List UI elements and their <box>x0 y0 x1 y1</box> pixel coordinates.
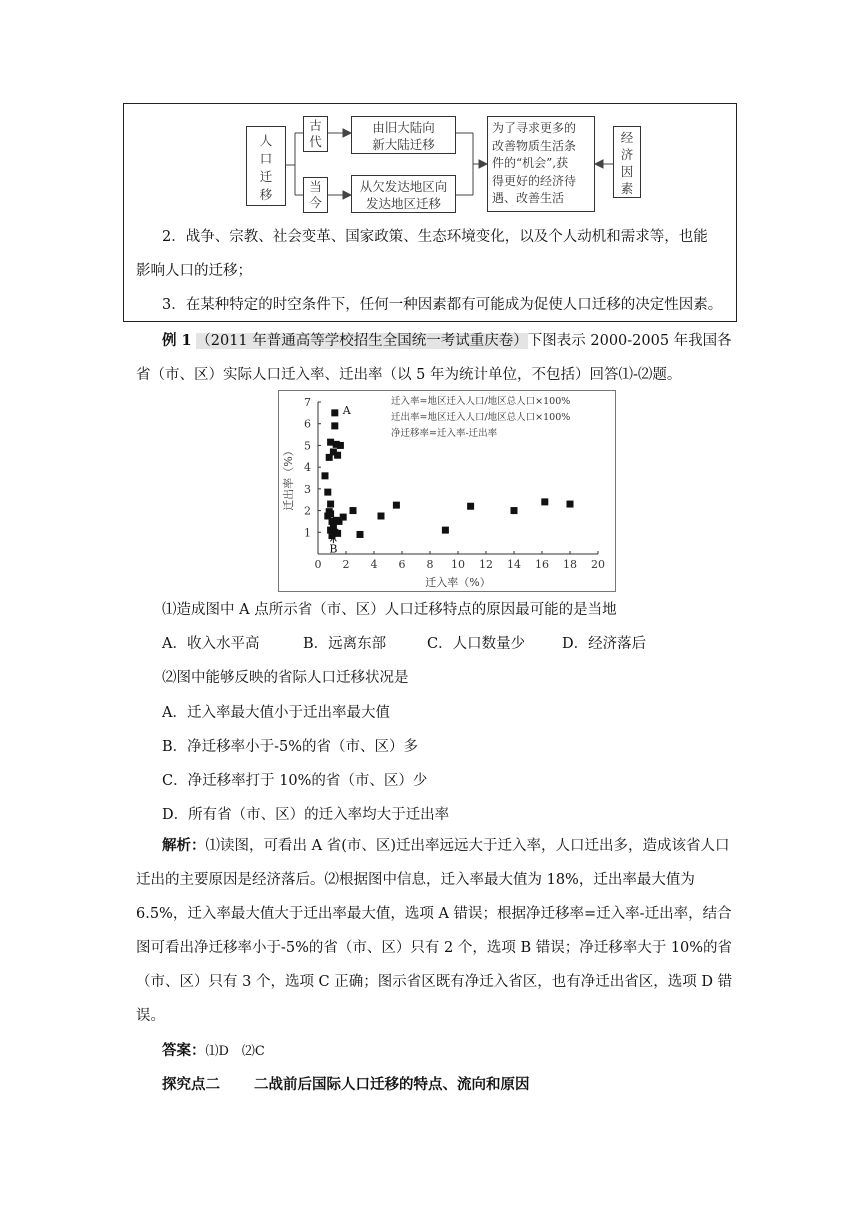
analysis-paragraph <box>136 829 736 1033</box>
data-point <box>350 507 357 514</box>
data-point <box>337 442 344 449</box>
data-point <box>567 501 574 508</box>
modern-flow-node <box>351 175 456 213</box>
q1-option-b[interactable]: B．远离东部 <box>303 636 387 652</box>
y-tick-label: 3 <box>304 482 311 496</box>
y-axis-label: 迁出率（%） <box>282 445 295 511</box>
data-point <box>442 527 449 534</box>
example-label: 例 1 <box>162 332 192 349</box>
section-label: 探究点二 <box>162 1076 220 1093</box>
data-point <box>324 489 331 496</box>
data-point <box>334 452 341 459</box>
modern-node: 当今 <box>303 177 328 213</box>
y-tick-label: 1 <box>304 526 311 540</box>
example-intro <box>162 331 732 351</box>
q1-option-d[interactable]: D．经济落后 <box>562 636 647 652</box>
x-tick-label: 4 <box>370 558 378 571</box>
q1-option-c[interactable]: C．人口数量少 <box>427 636 526 652</box>
ancient-flow-node <box>351 116 456 154</box>
data-point <box>393 502 400 509</box>
migration-scatter-chart <box>278 390 616 592</box>
data-point <box>326 454 333 461</box>
formula-text: 迁出率=地区迁入人口/地区总人口×100% <box>391 412 571 423</box>
ancient-flow-line2: 新大陆迁移 <box>372 137 435 152</box>
point-b-label: B <box>329 542 338 556</box>
data-point <box>331 409 338 416</box>
x-tick-label: 12 <box>479 558 493 571</box>
example-text-2: 省（市、区）实际人口迁入率、迁出率（以 5 年为统计单位，不包括）回答⑴-⑵题。 <box>136 367 682 383</box>
reason-line3: 件的“机会”,获 <box>492 156 569 170</box>
data-point <box>378 513 385 520</box>
data-point <box>331 422 338 429</box>
population-migration-node: 人口迁移 <box>246 126 286 206</box>
point-a-label: A <box>342 403 351 417</box>
data-point <box>467 503 474 510</box>
q1-option-a[interactable]: A．收入水平高 <box>162 636 260 652</box>
box-point-2: 2．战争、宗教、社会变革、国家政策、生态环境变化，以及个人动机和需求等，也能 <box>162 229 708 245</box>
q2-option-c[interactable]: C．净迁移率打于 10%的省（市、区）少 <box>162 773 428 789</box>
x-tick-label: 8 <box>426 558 434 571</box>
box-point-2-cont: 影响人口的迁移； <box>136 263 252 279</box>
q2-stem: ⑵图中能够反映的省际人口迁移状况是 <box>162 670 409 686</box>
example-text-1: 下图表示 2000-2005 年我国各 <box>527 333 732 349</box>
analysis-body: ⑴读图，可看出 A 省(市、区)迁出率远远大于迁入率，人口迁出多，造成该省人口迁出的主要原因是经济落后。⑵根据图中信息，迁入率最大值为 18%，迁出率最大值为 6.5%，迁入率最大值大于迁出率最大值，选项 A 错误；根据净迁移率=迁入率-迁出率，结合图可看出净迁移率小于-5%的省（市、区）只有 2 个，选项 B 错误；净迁移率大于 10%的省（市、区）只有 3 个，选项 C 正确；图示省区既有净迁入省区，也有净迁出省区，选项 D 错误。 <box>136 838 733 1024</box>
economic-factor-node: 经济因素 <box>613 126 641 198</box>
box-point-3: 3．在某种特定的时空条件下，任何一种因素都有可能成为促使人口迁移的决定性因素。 <box>162 297 723 313</box>
modern-flow-line1: 从欠发达地区向 <box>359 179 448 194</box>
y-tick-label: 7 <box>304 396 311 409</box>
x-tick-label: 10 <box>451 558 465 571</box>
x-tick-label: 20 <box>591 558 605 571</box>
data-point <box>327 501 334 508</box>
x-tick-label: 14 <box>507 558 521 571</box>
data-point <box>322 472 329 479</box>
data-point <box>334 530 341 537</box>
x-tick-label: 18 <box>563 558 577 571</box>
section-heading <box>162 1075 530 1095</box>
reason-line2: 改善物质生活条 <box>492 138 577 153</box>
x-tick-label: 0 <box>314 558 322 571</box>
q2-option-b[interactable]: B．净迁移率小于-5%的省（市、区）多 <box>162 739 419 755</box>
answer-text: ⑴D ⑵C <box>205 1044 265 1059</box>
reason-line5: 遇、改善生活 <box>492 191 565 205</box>
reason-node <box>487 116 595 212</box>
section-title: 二战前后国际人口迁移的特点、流向和原因 <box>254 1076 530 1093</box>
y-tick-label: 6 <box>304 417 311 431</box>
data-point <box>357 531 364 538</box>
reason-line1: 为了寻求更多的 <box>492 121 577 135</box>
example-source: （2011 年普通高等学校招生全国统一考试重庆卷） <box>196 333 528 349</box>
formula-text: 迁入率=地区迁入人口/地区总人口×100% <box>391 396 571 407</box>
data-point <box>511 507 518 514</box>
modern-flow-line2: 发达地区迁移 <box>365 196 441 211</box>
y-tick-label: 5 <box>304 439 311 453</box>
analysis-label: 解析： <box>162 837 206 854</box>
q2-option-d[interactable]: D．所有省（市、区）的迁入率均大于迁出率 <box>162 807 450 823</box>
x-tick-label: 16 <box>535 558 549 571</box>
reason-line4: 得更好的经济待 <box>492 173 577 188</box>
data-point <box>340 514 347 521</box>
q1-stem: ⑴造成图中 A 点所示省（市、区）人口迁移特点的原因最可能的是当地 <box>162 602 617 618</box>
y-tick-label: 4 <box>304 461 311 475</box>
x-tick-label: 6 <box>398 558 406 571</box>
x-axis-label: 迁入率（%） <box>425 576 491 589</box>
q2-option-a[interactable]: A．迁入率最大值小于迁出率最大值 <box>162 705 390 721</box>
data-point <box>541 498 548 505</box>
ancient-flow-line1: 由旧大陆向 <box>372 120 435 135</box>
answer-line <box>162 1041 265 1062</box>
answer-label: 答案： <box>162 1042 206 1059</box>
x-tick-label: 2 <box>342 558 350 571</box>
ancient-node: 古代 <box>303 116 328 152</box>
y-tick-label: 2 <box>304 504 311 518</box>
formula-text: 净迁移率=迁入率-迁出率 <box>391 428 498 439</box>
